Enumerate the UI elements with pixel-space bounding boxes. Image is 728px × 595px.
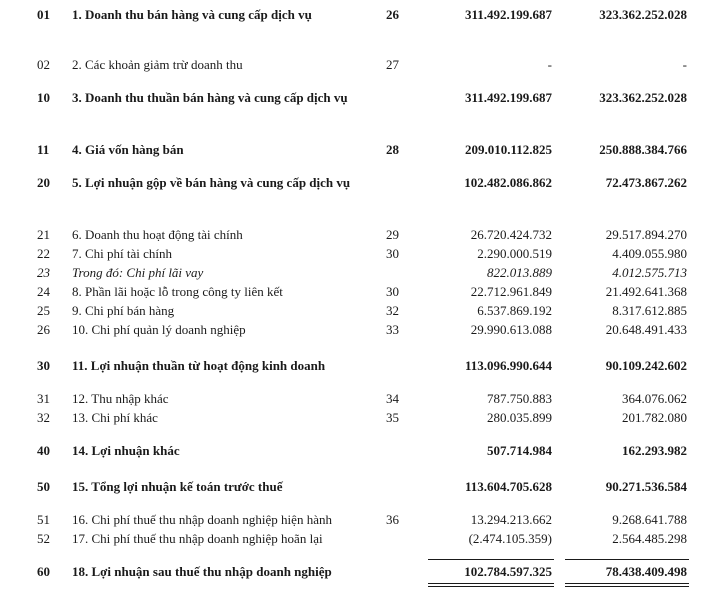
previous-year-value: 20.648.491.433 (605, 322, 687, 337)
note-ref: 27 (386, 57, 399, 72)
total-rule-top-current (428, 559, 554, 560)
line-code: 01 (37, 7, 50, 22)
note-ref: 33 (386, 322, 399, 337)
note-ref: 30 (386, 284, 399, 299)
line-code: 22 (37, 246, 50, 261)
table-row (0, 563, 728, 581)
previous-year-value: 90.271.536.584 (605, 479, 687, 494)
line-code: 26 (37, 322, 50, 337)
note-ref: 30 (386, 246, 399, 261)
line-label: 15. Tổng lợi nhuận kế toán trước thuế (72, 479, 283, 494)
line-label: 6. Doanh thu hoạt động tài chính (72, 227, 243, 242)
previous-year-value: 162.293.982 (622, 443, 687, 458)
previous-year-value: 29.517.894.270 (605, 227, 687, 242)
table-row (0, 264, 728, 282)
line-code: 02 (37, 57, 50, 72)
previous-year-value: 72.473.867.262 (605, 175, 687, 190)
table-row (0, 56, 728, 74)
previous-year-value: 201.782.080 (622, 410, 687, 425)
line-label: 13. Chi phí khác (72, 410, 158, 425)
current-year-value: 311.492.199.687 (464, 7, 552, 22)
line-code: 60 (37, 564, 50, 579)
current-year-value: 2.290.000.519 (477, 246, 552, 261)
table-row (0, 390, 728, 408)
current-year-value: 13.294.213.662 (470, 512, 552, 527)
previous-year-value: 90.109.242.602 (605, 358, 687, 373)
current-year-value: 6.537.869.192 (477, 303, 552, 318)
line-label: 4. Giá vốn hàng bán (72, 142, 184, 157)
line-label: 11. Lợi nhuận thuần từ hoạt động kinh doanh (72, 358, 326, 373)
total-double-rule-previous (565, 583, 689, 584)
current-year-value: 280.035.899 (487, 410, 552, 425)
previous-year-value: 8.317.612.885 (612, 303, 687, 318)
note-ref: 34 (386, 391, 399, 406)
line-label: 1. Doanh thu bán hàng và cung cấp dịch vụ (72, 7, 312, 22)
current-year-value: 787.750.883 (487, 391, 552, 406)
table-row (0, 89, 728, 107)
line-code: 11 (37, 142, 50, 157)
total-double-rule-current (428, 586, 554, 587)
note-ref: 35 (386, 410, 399, 425)
line-code: 50 (37, 479, 50, 494)
previous-year-value: 250.888.384.766 (599, 142, 687, 157)
line-code: 21 (37, 227, 50, 242)
table-row (0, 174, 728, 192)
line-label: 8. Phần lãi hoặc lỗ trong công ty liên kết (72, 284, 283, 299)
line-code: 51 (37, 512, 50, 527)
table-row (0, 442, 728, 460)
previous-year-value: 323.362.252.028 (599, 90, 687, 105)
line-code: 20 (37, 175, 50, 190)
note-ref: 26 (386, 7, 399, 22)
previous-year-value: 78.438.409.498 (605, 564, 687, 579)
previous-year-value: 364.076.062 (622, 391, 687, 406)
current-year-value: 29.990.613.088 (470, 322, 552, 337)
line-code: 31 (37, 391, 50, 406)
previous-year-value: 21.492.641.368 (605, 284, 687, 299)
line-label: 7. Chi phí tài chính (72, 246, 173, 261)
previous-year-value: - (682, 57, 687, 72)
total-rule-top-previous (565, 559, 689, 560)
current-year-value: 22.712.961.849 (470, 284, 552, 299)
line-label: 9. Chi phí bán hàng (72, 303, 175, 318)
note-ref: 36 (386, 512, 399, 527)
line-code: 23 (37, 265, 50, 280)
line-code: 24 (37, 284, 50, 299)
line-code: 30 (37, 358, 50, 373)
table-row (0, 511, 728, 529)
line-label: 18. Lợi nhuận sau thuế thu nhập doanh nghiệp (72, 564, 332, 579)
previous-year-value: 323.362.252.028 (599, 7, 687, 22)
table-row (0, 226, 728, 244)
current-year-value: 311.492.199.687 (464, 90, 552, 105)
table-row (0, 478, 728, 496)
table-row (0, 283, 728, 301)
line-code: 32 (37, 410, 50, 425)
table-row (0, 530, 728, 548)
line-label: 14. Lợi nhuận khác (72, 443, 180, 458)
table-row (0, 245, 728, 263)
line-label: Trong đó: Chi phí lãi vay (72, 265, 204, 280)
current-year-value: 26.720.424.732 (470, 227, 552, 242)
current-year-value: 209.010.112.825 (464, 142, 552, 157)
current-year-value: 822.013.889 (487, 265, 552, 280)
line-code: 10 (37, 90, 50, 105)
line-code: 25 (37, 303, 50, 318)
line-label: 3. Doanh thu thuần bán hàng và cung cấp dịch vụ (72, 90, 348, 105)
previous-year-value: 4.012.575.713 (612, 265, 687, 280)
line-label: 17. Chi phí thuế thu nhập doanh nghiệp hoãn lại (72, 531, 323, 546)
table-row (0, 302, 728, 320)
note-ref: 28 (386, 142, 399, 157)
previous-year-value: 2.564.485.298 (612, 531, 687, 546)
line-code: 52 (37, 531, 50, 546)
line-label: 2. Các khoản giảm trừ doanh thu (72, 57, 243, 72)
total-double-rule-previous (565, 586, 689, 587)
current-year-value: 507.714.984 (487, 443, 552, 458)
line-label: 10. Chi phí quản lý doanh nghiệp (72, 322, 246, 337)
line-code: 40 (37, 443, 50, 458)
previous-year-value: 9.268.641.788 (612, 512, 687, 527)
current-year-value: 102.482.086.862 (464, 175, 552, 190)
table-row (0, 409, 728, 427)
current-year-value: - (547, 57, 552, 72)
line-label: 16. Chi phí thuế thu nhập doanh nghiệp hiện hành (72, 512, 332, 527)
table-row (0, 141, 728, 159)
current-year-value: 102.784.597.325 (464, 564, 552, 579)
table-row (0, 357, 728, 375)
line-label: 12. Thu nhập khác (72, 391, 169, 406)
current-year-value: (2.474.105.359) (468, 531, 552, 546)
note-ref: 29 (386, 227, 399, 242)
line-label: 5. Lợi nhuận gộp về bán hàng và cung cấp dịch vụ (72, 175, 351, 190)
current-year-value: 113.096.990.644 (464, 358, 552, 373)
total-double-rule-current (428, 583, 554, 584)
table-row (0, 6, 728, 24)
previous-year-value: 4.409.055.980 (612, 246, 687, 261)
current-year-value: 113.604.705.628 (464, 479, 552, 494)
note-ref: 32 (386, 303, 399, 318)
table-row (0, 321, 728, 339)
